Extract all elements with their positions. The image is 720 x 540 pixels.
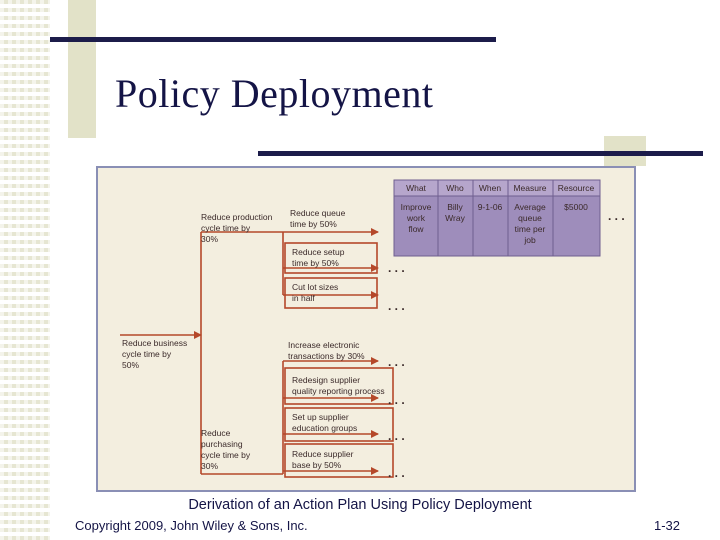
svg-text:Reduce setup: Reduce setup [292, 247, 345, 257]
table-header-resource: Resource [557, 183, 595, 193]
copyright-text: Copyright 2009, John Wiley & Sons, Inc. [75, 518, 308, 533]
svg-text:cycle time by: cycle time by [201, 450, 251, 460]
production-action-1 [290, 208, 346, 229]
svg-text:work: work [407, 213, 425, 223]
left-stripe-overlay [0, 0, 50, 540]
table-cell-what: Improve [400, 202, 432, 212]
table-header-when: When [478, 183, 502, 193]
svg-text:purchasing: purchasing [201, 439, 243, 449]
ellipsis-lotsize: . . . [388, 299, 405, 313]
svg-text:base by 50%: base by 50% [292, 460, 342, 470]
svg-text:Cut lot sizes: Cut lot sizes [292, 282, 339, 292]
slide-title: Policy Deployment [115, 71, 434, 116]
svg-text:30%: 30% [201, 461, 219, 471]
table-cell-who: Billy [447, 202, 463, 212]
svg-text:Reduce: Reduce [201, 428, 231, 438]
svg-text:cycle time by: cycle time by [201, 223, 251, 233]
purchasing-action-3 [292, 412, 357, 433]
figure-caption: Derivation of an Action Plan Using Policy Deployment [188, 497, 532, 513]
svg-text:time by 50%: time by 50% [290, 219, 337, 229]
production-action-3 [292, 282, 338, 303]
svg-text:cycle time by: cycle time by [122, 349, 172, 359]
ellipsis-education: . . . [388, 429, 405, 443]
page-number: 1-32 [654, 518, 681, 533]
svg-text:Reduce queue: Reduce queue [290, 208, 346, 218]
svg-text:flow: flow [408, 224, 424, 234]
policy-deployment-figure [96, 166, 636, 492]
svg-text:Wray: Wray [445, 213, 465, 223]
svg-text:50%: 50% [122, 360, 140, 370]
svg-text:quality reporting process: quality reporting process [292, 386, 385, 396]
table-header-who: Who [446, 183, 464, 193]
svg-text:in half: in half [292, 293, 315, 303]
production-action-2 [292, 247, 345, 268]
svg-text:30%: 30% [201, 234, 219, 244]
ellipsis-setup: . . . [388, 261, 405, 275]
table-cell-measure: Average [514, 202, 546, 212]
svg-text:Reduce business: Reduce business [122, 338, 188, 348]
svg-text:time per: time per [514, 224, 546, 234]
svg-text:queue: queue [518, 213, 542, 223]
svg-text:Set up supplier: Set up supplier [292, 412, 349, 422]
production-goal-label [201, 212, 273, 244]
svg-text:Reduce production: Reduce production [201, 212, 273, 222]
table-cell-resource: $5000 [564, 202, 588, 212]
policy-tree-diagram [98, 168, 634, 490]
table-header-what: What [406, 183, 426, 193]
top-rule [50, 37, 496, 42]
ellipsis-table: . . . [608, 209, 625, 223]
root-label [122, 338, 187, 370]
table-cell-when: 9-1-06 [477, 202, 503, 212]
ellipsis-supplierbase: . . . [388, 466, 405, 480]
bottom-rule [258, 151, 703, 156]
purchasing-action-2 [292, 375, 385, 396]
svg-text:Reduce supplier: Reduce supplier [292, 449, 354, 459]
ellipsis-electronic: . . . [388, 355, 405, 369]
purchasing-action-1 [288, 340, 365, 361]
svg-text:education groups: education groups [292, 423, 358, 433]
tan-block-top [68, 0, 96, 138]
table-header-measure: Measure [513, 183, 547, 193]
purchasing-goal-label [201, 428, 251, 471]
svg-text:time by 50%: time by 50% [292, 258, 339, 268]
action-plan-table [394, 180, 600, 256]
svg-text:job: job [524, 235, 536, 245]
ellipsis-redesign: . . . [388, 393, 405, 407]
svg-text:Redesign supplier: Redesign supplier [292, 375, 361, 385]
svg-text:transactions by 30%: transactions by 30% [288, 351, 365, 361]
svg-text:Increase electronic: Increase electronic [288, 340, 360, 350]
purchasing-action-4 [292, 449, 354, 470]
